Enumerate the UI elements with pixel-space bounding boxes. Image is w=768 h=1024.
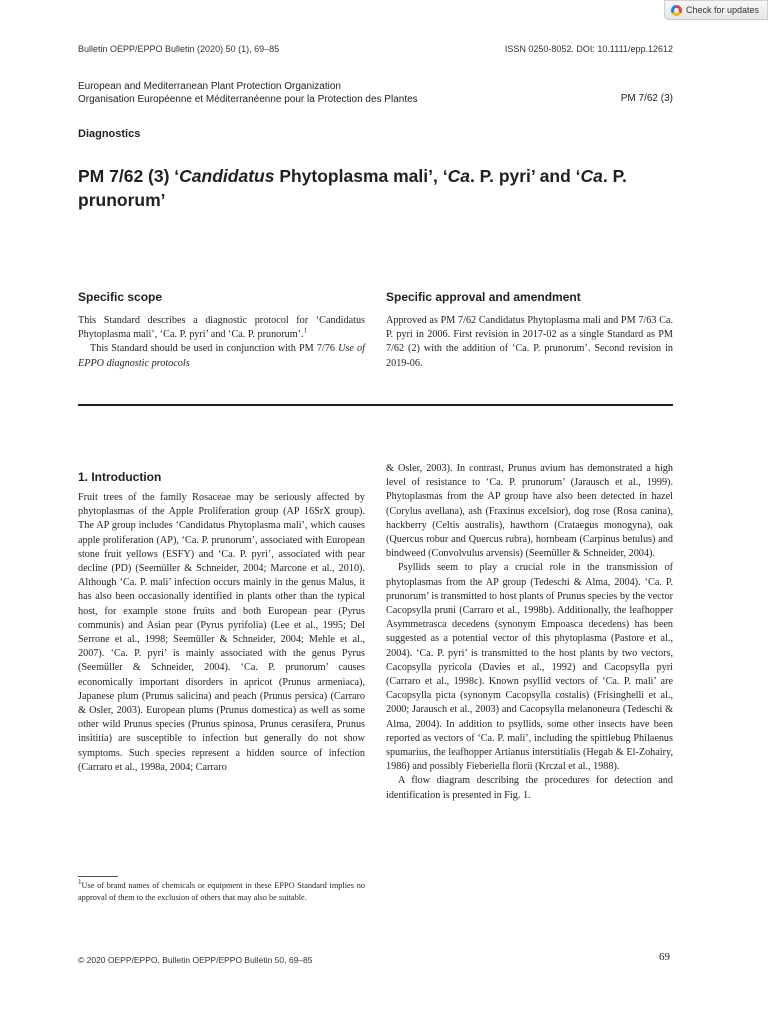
intro-paragraph-right-3: A flow diagram describing the procedures for detection and identification is presented in Fig. 1. (386, 775, 673, 801)
scope-paragraph-1: This Standard describes a diagnostic protocol for ‘Candidatus Phytoplasma mali’, ‘Ca. P. pyri’ and ‘Ca. P. prunorum’.$^1$ (78, 315, 365, 341)
introduction-right-column (386, 462, 673, 803)
org-name-french: Organisation Européenne et Méditerranéenne pour la Protection des Plantes (78, 94, 418, 105)
introduction-heading: 1. Introduction (78, 470, 162, 484)
crossmark-icon (671, 5, 682, 16)
issn-doi: ISSN 0250-8052. DOI: 10.1111/epp.12612 (504, 44, 673, 54)
approval-paragraph: Approved as PM 7/62 Candidatus Phytoplasma mali and PM 7/63 Ca. P. pyri in 2006. First revision in 2017-02 as a single Standard as PM 7/62 (2) with the addition of ‘Ca. P. prunorum’. Second revision in 2019-06. (386, 315, 673, 369)
intro-paragraph-right-2: Psyllids seem to play a crucial role in the transmission of phytoplasmas from the AP group (Tedeschi & Alma, 2004). ‘Ca. P. prunorum’ is transmitted to host plants of Prunus species by the vector Cacopsylla pruni (Carraro et al., 1998b). Additionally, the leafhopper Asymmetrasca decedens (synonym Empoasca decedens) has been suggested as a potential vector of this phytoplasma (Pastore et al., 2004). ‘Ca. P. pyri’ is transmitted to the host plants by two vectors, Cacopsylla pyricola (Davies et al., 1992) and Cacopsylla pyri (Carraro et al., 1998c). Known psyllid vectors of ‘Ca. P. mali’ are Cacopsylla picta (synonym Cacopsylla costalis) (Frisinghelli et al., 2000; Jarausch et al., 2003) and Cacopsylla melanoneura (Tedeschi & Alma, 2004). In addition to psyllids, some other insects have been reported as vectors of ‘Ca. P. mali’, including the spittlebug Philaenus spumarius, the leafhopper Artianus interstitialis (Hegab & El-Zohairy, 1986) and possibly Fieberiella florii (Krczal et al., 1988). (386, 562, 673, 773)
footnote: $^1$Use of brand names of chemicals or equipment in these EPPO Standard implies no approval of them to the exclusion of others that may also be suitable. (78, 878, 365, 902)
page-title: PM 7/62 (3) ‘Candidatus Phytoplasma mali’, ‘Ca. P. pyri’ and ‘Ca. P. prunorum’ (78, 166, 627, 210)
intro-paragraph-left: Fruit trees of the family Rosaceae may be seriously affected by phytoplasmas of the Apple Proliferation group (AP 16SrX group). The AP group includes ‘Candidatus Phytoplasma mali’, which causes apple proliferation (AP), ‘Ca. P. prunorum’, associated with European stone fruit yellows (ESFY) and ‘Ca. P. pyri’, associated with pear decline (PD) (Seemüller & Schneider, 2004; Marcone et al., 2010). Although ‘Ca. P. mali’ infection occurs mainly in the genus Malus, it has also been occasionally identified in plants other than the typical host, for example stone fruits and both European pear (Pyrus communis) and Asian pear (Pyrus pyrifolia) (Lee et al., 1995; Del Serrone et al., 1998; Seemüller & Schneider, 2004; Mehle et al., 2007). ‘Ca. P. pyri’ is mainly associated with the genus Pyrus (Seemüller & Schneider, 2004). ‘Ca. P. prunorum’ causes economically important disorders in apricot (Prunus armeniaca), Japanese plum (Prunus salicina) and peach (Prunus persica) (Carraro & Osler, 2003). European plums (Prunus domestica) as well as some other wild Prunus species (Prunus spinosa, Prunus cerasifera, Prunus insititia) are susceptible to infection but generally do not show symptoms. Such species represent a hidden source of infection (Carraro et al., 1998a, 2004; Carraro (78, 492, 365, 773)
page-number: 69 (659, 951, 670, 963)
organization-names (78, 80, 418, 106)
section-divider (78, 404, 673, 406)
section-label: Diagnostics (78, 128, 141, 140)
footnote-divider (78, 876, 118, 877)
check-for-updates-label: Check for updates (686, 5, 760, 15)
org-name-english: European and Mediterranean Plant Protection Organization (78, 81, 341, 92)
document-code: PM 7/62 (3) (620, 93, 673, 104)
approval-heading: Specific approval and amendment (386, 290, 581, 304)
approval-body (386, 314, 673, 371)
check-for-updates-button[interactable] (664, 0, 768, 20)
specific-scope-body (78, 314, 365, 371)
specific-scope-heading: Specific scope (78, 290, 163, 304)
scope-paragraph-2: This Standard should be used in conjunction with PM 7/76 Use of EPPO diagnostic protocols (78, 343, 365, 369)
introduction-left-column (78, 491, 365, 775)
footer-copyright: © 2020 OEPP/EPPO, Bulletin OEPP/EPPO Bulletin 50, 69–85 (78, 955, 313, 965)
intro-paragraph-right-1: & Osler, 2003). In contrast, Prunus avium has demonstrated a high level of resistance to ‘Ca. P. prunorum’ (Jarausch et al., 1999). Phytoplasmas from the AP group have also been detected in hazel (Corylus avellana), ash (Fraxinus excelsior), dog rose (Rosa canina), hackberry (Celtis australis), hawthorn (Crataegus monogyna), oak (Quercus robur and Quercus rubra), hornbeam (Carpinus betulus) and bindweed (Convolvulus arvensis) (Seemüller & Schneider, 2004). (386, 463, 673, 560)
journal-citation: Bulletin OEPP/EPPO Bulletin (2020) 50 (1), 69–85 (78, 44, 280, 54)
